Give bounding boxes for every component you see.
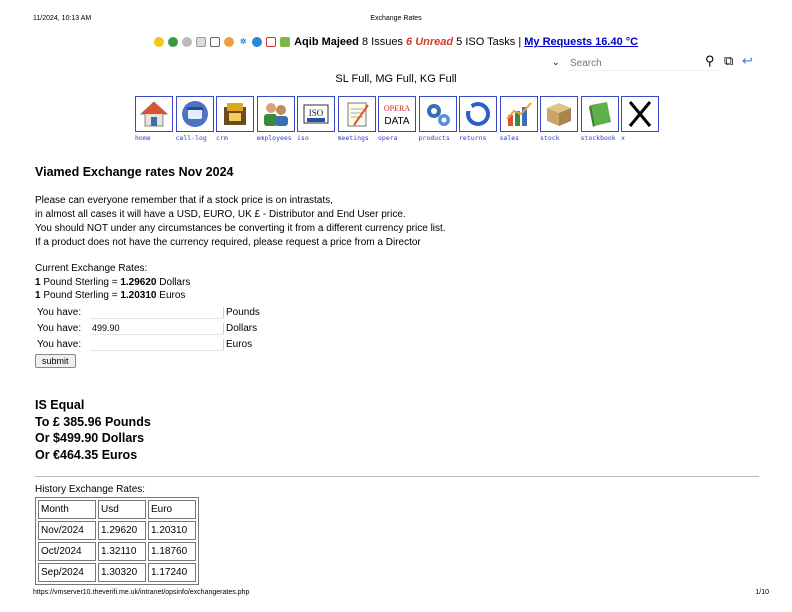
box-icon [544, 99, 574, 129]
table-cell: 1.29620 [98, 521, 146, 540]
print-datetime: 11/2024, 10:13 AM [33, 15, 92, 22]
nav-item-call-log[interactable] [176, 96, 214, 142]
current-rates [35, 262, 190, 303]
iso-count: 5 [456, 36, 463, 48]
eur-text: Pound Sterling = [43, 290, 118, 301]
sparkle-icon[interactable]: ✲ [239, 37, 247, 47]
issues-label: Issues [371, 36, 403, 48]
user-name: Aqib Majeed [294, 36, 359, 48]
converter-row-pounds [35, 305, 295, 321]
nav-item-crm[interactable] [216, 96, 254, 142]
svg-text:DATA: DATA [384, 116, 410, 127]
converter-label: You have: [37, 339, 82, 350]
print-page-title: Exchange Rates [370, 15, 422, 22]
table-cell: Oct/2024 [38, 542, 96, 561]
note-line: Please can everyone remember that if a stock price is on intrastats, [35, 195, 333, 206]
nav-item-sales[interactable] [500, 96, 538, 142]
star-icon[interactable] [154, 37, 164, 47]
book-icon [585, 99, 615, 129]
nav-label: meetings [337, 134, 369, 142]
nav-label: products [418, 134, 450, 142]
table-row [38, 563, 196, 582]
table-cell: 1.17240 [148, 563, 196, 582]
dollars-input[interactable] [90, 322, 224, 335]
table-cell: 1.30320 [98, 563, 146, 582]
table-header-row [38, 500, 196, 519]
nav-label: crm [216, 134, 228, 142]
converter-row-dollars [35, 321, 295, 337]
history-table [35, 497, 199, 585]
usd-rate-line [35, 276, 190, 290]
svg-text:OPERA: OPERA [383, 104, 411, 113]
table-row [38, 542, 196, 561]
unread-count[interactable]: 6 [406, 36, 413, 48]
magnifier-icon[interactable]: ⚲ [705, 53, 715, 68]
eur-qty: 1 [35, 290, 41, 301]
table-cell: 1.32110 [98, 542, 146, 561]
nav-item-x[interactable] [621, 96, 659, 142]
result-line: IS Equal [35, 398, 85, 412]
my-requests-link[interactable] [524, 36, 638, 48]
eur-rate: 1.20310 [120, 290, 157, 301]
search-input[interactable] [568, 56, 722, 71]
settings-icon[interactable] [182, 37, 192, 47]
usd-text: Pound Sterling = [43, 276, 118, 288]
converter-unit: Dollars [223, 323, 257, 334]
print-url: https://vmserver10.theverifi.me.uk/intranet/opsinfo/exchangerates.php [33, 589, 250, 596]
staff-status-line: SL Full, MG Full, KG Full [335, 73, 457, 85]
employees-icon [261, 99, 291, 129]
converter-label: You have: [37, 323, 82, 334]
usd-unit: Dollars [159, 276, 191, 288]
usd-qty: 1 [35, 276, 41, 288]
recycle-icon[interactable] [168, 37, 178, 47]
nav-label: stock [540, 134, 560, 142]
euros-input[interactable] [90, 338, 224, 351]
nav-label: returns [459, 134, 487, 142]
history-rates [35, 484, 199, 585]
submit-button[interactable]: submit [35, 354, 76, 368]
opera-data-icon [380, 99, 414, 129]
converter-unit: Euros [223, 339, 252, 350]
column-header: Euro [148, 500, 196, 519]
usd-rate: 1.29620 [120, 276, 157, 288]
returns-icon [463, 99, 493, 129]
policy-notes [35, 194, 446, 250]
gears-icon [423, 99, 453, 129]
nav-item-meetings[interactable] [338, 96, 376, 142]
house-icon [139, 99, 169, 129]
print-page-number: 1/10 [755, 589, 769, 596]
print-header [0, 15, 792, 27]
svg-text:ISO: ISO [308, 108, 324, 118]
converter-form [35, 305, 295, 368]
register-icon [220, 99, 250, 129]
column-header: Usd [98, 500, 146, 519]
converter-row-euros [35, 337, 295, 353]
converter-label: You have: [37, 307, 82, 318]
top-status-bar [0, 36, 792, 48]
pounds-input[interactable] [90, 306, 224, 319]
external-link-icon[interactable]: ⧉ [724, 53, 734, 68]
table-cell: Nov/2024 [38, 521, 96, 540]
nav-label: stockbook [580, 134, 616, 142]
nav-item-stockbook[interactable] [581, 96, 619, 142]
note-line: You should NOT under any circumstances be converting it from a different currency price list. [35, 223, 446, 234]
conversion-result [35, 397, 151, 463]
chevron-down-icon[interactable]: ⌄ [552, 57, 560, 67]
print-footer [0, 589, 792, 601]
nav-label: sales [499, 134, 520, 142]
nav-label: iso [297, 134, 309, 142]
nav-item-home[interactable] [135, 96, 173, 142]
unread-label[interactable]: Unread [415, 36, 454, 48]
converter-unit: Pounds [223, 307, 260, 318]
nav-item-employees[interactable] [257, 96, 295, 142]
my-requests-label: My Requests [524, 36, 593, 48]
table-cell: 1.20310 [148, 521, 196, 540]
result-line: Or €464.35 Euros [35, 447, 138, 462]
x-icon [625, 99, 655, 129]
nav-label: x [621, 134, 625, 142]
iso-icon [301, 99, 331, 129]
history-title: History Exchange Rates: [35, 484, 146, 495]
help-icon[interactable] [224, 37, 234, 47]
nav-item-products[interactable] [419, 96, 457, 142]
nav-item-returns[interactable] [459, 96, 497, 142]
divider [35, 476, 759, 477]
sales-chart-icon [504, 99, 534, 129]
document-chart-icon[interactable] [266, 37, 276, 47]
result-line: To £ 385.96 Pounds [35, 414, 151, 429]
nav-label: opera [378, 134, 398, 142]
nav-label: employees [256, 134, 292, 142]
temperature: 16.40 °C [595, 36, 639, 48]
back-arrow-icon[interactable]: ↩ [742, 53, 753, 68]
calculator-icon[interactable] [196, 37, 206, 47]
table-row [38, 521, 196, 540]
nav-label: home [135, 134, 151, 142]
eur-rate-line [35, 289, 190, 303]
iso-label: ISO Tasks | [465, 36, 522, 48]
eur-unit: Euros [159, 290, 186, 301]
nav-item-stock[interactable] [540, 96, 578, 142]
nav-item-opera[interactable] [378, 96, 416, 142]
nav-item-iso[interactable] [297, 96, 335, 142]
table-cell: Sep/2024 [38, 563, 96, 582]
note-line: If a product does not have the currency required, please request a price from a Director [35, 237, 421, 248]
telephone-icon [180, 99, 210, 129]
search-bar [550, 53, 770, 70]
notepad-icon [342, 99, 372, 129]
cloud-icon[interactable] [252, 37, 262, 47]
table-cell: 1.18760 [148, 542, 196, 561]
leaf-icon[interactable] [280, 37, 290, 47]
copy-icon[interactable] [210, 37, 220, 47]
current-rates-title: Current Exchange Rates: [35, 263, 148, 274]
note-line: in almost all cases it will have a USD, EURO, UK £ - Distributor and End User price. [35, 209, 406, 220]
page-title: Viamed Exchange rates Nov 2024 [35, 165, 234, 179]
column-header: Month [38, 500, 96, 519]
nav-label: call-log [175, 134, 207, 142]
result-line: Or $499.90 Dollars [35, 431, 145, 445]
issues-count: 8 [361, 36, 369, 48]
